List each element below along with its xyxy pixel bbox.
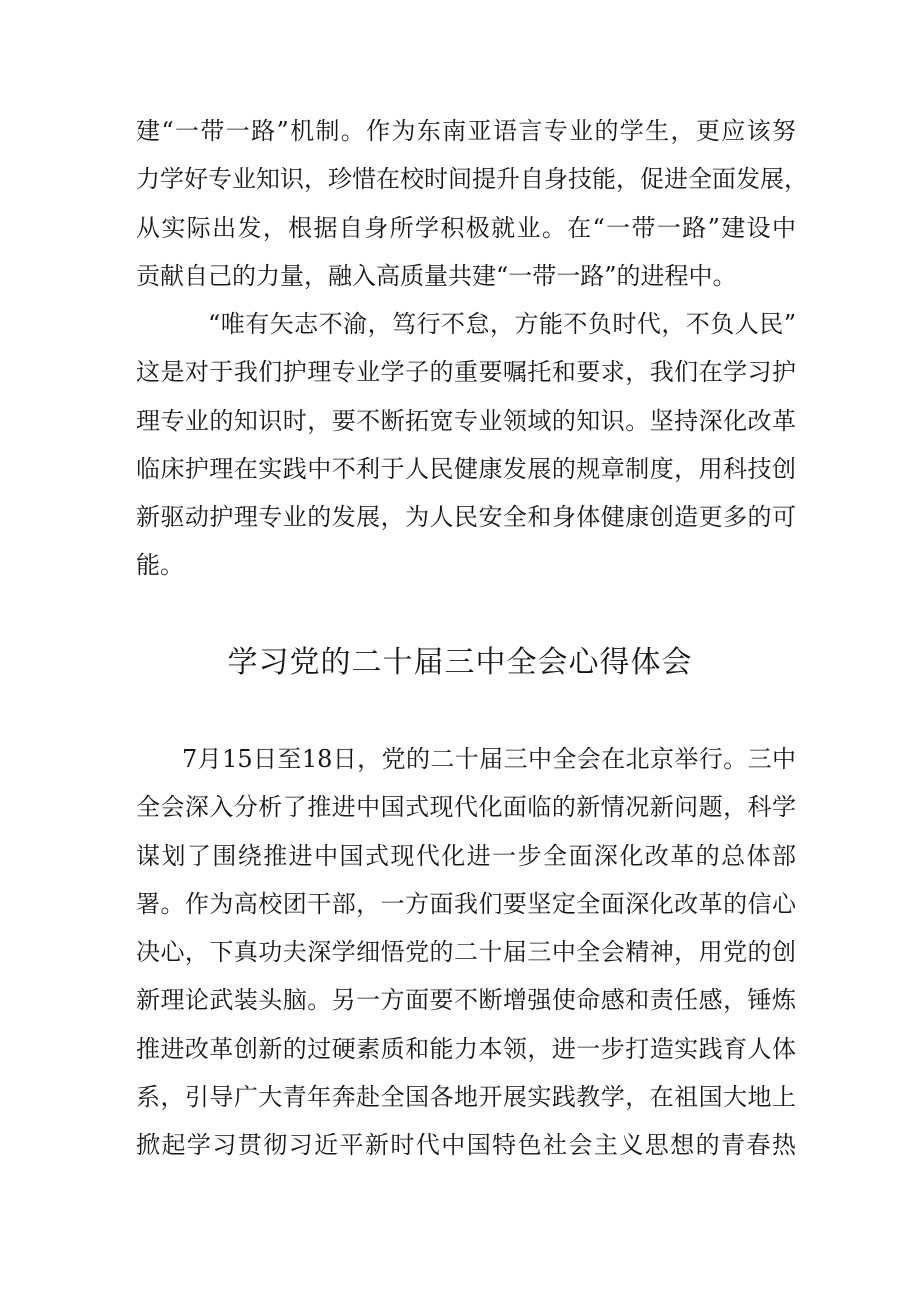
paragraph-line: 这是对于我们护理专业学子的重要嘱托和要求，我们在学习护	[136, 358, 796, 387]
paragraph-line: 系，引导广大青年奔赴全国各地开展实践教学，在祖国大地上	[136, 1083, 796, 1112]
paragraph-line: 推进改革创新的过硬素质和能力本领，进一步打造实践育人体	[136, 1034, 796, 1063]
paragraph-line: 理专业的知识时，要不断拓宽专业领域的知识。坚持深化改革	[136, 406, 796, 435]
paragraph-line: 力学好专业知识，珍惜在校时间提升自身技能，促进全面发展，	[136, 165, 808, 194]
paragraph-line: 全会深入分析了推进中国式现代化面临的新情况新问题，科学	[136, 793, 796, 822]
paragraph-line: 建“一带一路”机制。作为东南亚语言专业的学生，更应该努	[136, 117, 796, 145]
paragraph-line: “唯有矢志不渝，笃行不怠，方能不负时代，不负人民”	[208, 310, 796, 338]
paragraph-line: 掀起学习贯彻习近平新时代中国特色社会主义思想的青春热	[136, 1131, 796, 1160]
paragraph-line: 7月15日至18日，党的二十届三中全会在北京举行。三中	[182, 745, 796, 773]
paragraph-line: 新理论武装头脑。另一方面要不断增强使命感和责任感，锤炼	[136, 986, 796, 1015]
paragraph-line: 从实际出发，根据自身所学积极就业。在“一带一路”建设中	[136, 213, 796, 242]
paragraph-plenum	[136, 735, 796, 1170]
paragraph-line: 贡献自己的力量，融入高质量共建“一带一路”的进程中。	[136, 261, 737, 290]
paragraph-line: 谋划了围绕推进中国式现代化进一步全面深化改革的总体部	[136, 841, 796, 870]
paragraph-line: 署。作为高校团干部，一方面我们要坚定全面深化改革的信心	[136, 889, 796, 918]
paragraph-nursing	[136, 300, 796, 590]
section-heading: 学习党的二十届三中全会心得体会	[227, 645, 693, 680]
paragraph-line: 能。	[136, 551, 184, 580]
paragraph-belt-and-road	[136, 107, 808, 300]
paragraph-line: 决心，下真功夫深学细悟党的二十届三中全会精神，用党的创	[136, 938, 796, 967]
paragraph-line: 临床护理在实践中不利于人民健康发展的规章制度，用科技创	[136, 454, 796, 483]
paragraph-line: 新驱动护理专业的发展，为人民安全和身体健康创造更多的可	[136, 503, 796, 532]
